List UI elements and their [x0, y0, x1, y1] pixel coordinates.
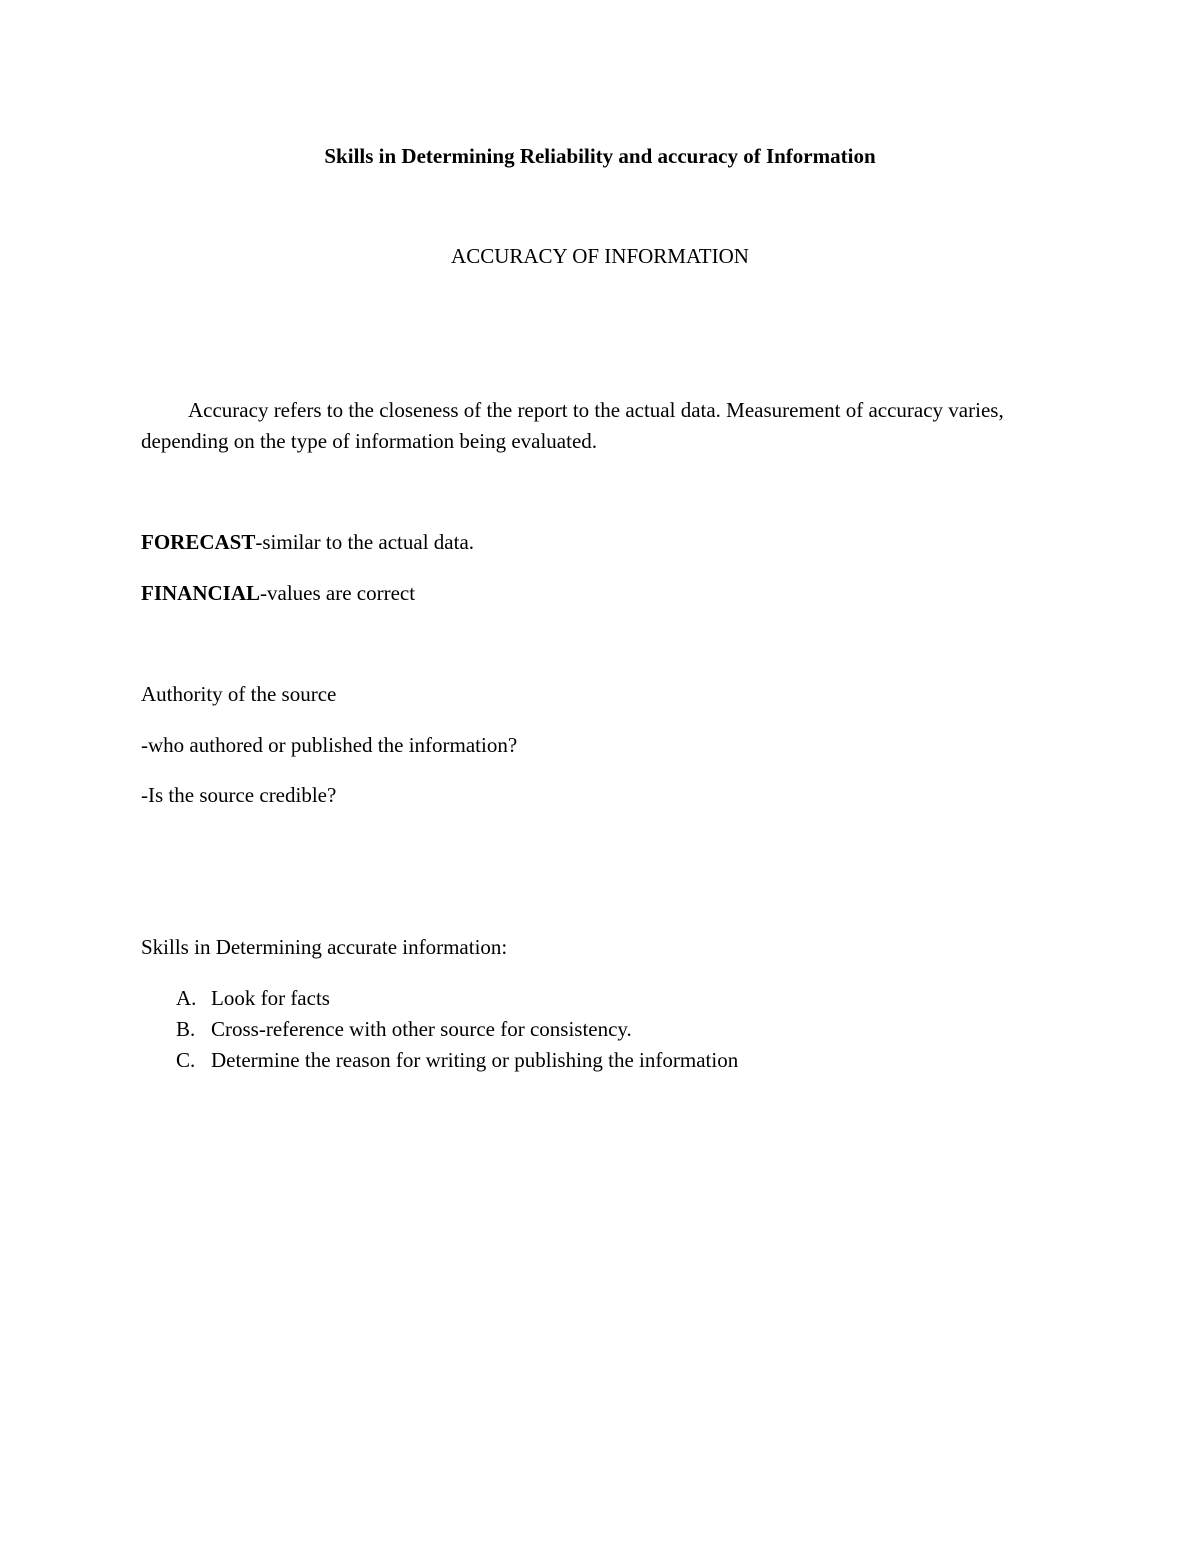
authority-heading: Authority of the source: [141, 682, 337, 706]
section-heading: ACCURACY OF INFORMATION: [451, 244, 749, 268]
accuracy-paragraph: [141, 395, 1041, 457]
authority-question: -who authored or published the information?: [141, 733, 518, 757]
skills-heading: Skills in Determining accurate information:: [141, 935, 508, 959]
skills-list: [176, 983, 738, 1076]
document-title: Skills in Determining Reliability and accuracy of Information: [324, 144, 876, 168]
definition-text: -values are correct: [260, 581, 416, 605]
list-item-text: Look for facts: [211, 986, 330, 1010]
list-item: [176, 1045, 738, 1076]
definition-term: FORECAST: [141, 530, 256, 554]
authority-question: -Is the source credible?: [141, 783, 337, 807]
definition-financial: [141, 579, 415, 607]
list-marker: B.: [176, 1017, 196, 1041]
definition-forecast: [141, 528, 474, 556]
list-marker: C.: [176, 1048, 196, 1072]
definition-text: -similar to the actual data.: [255, 530, 475, 554]
list-item: [176, 983, 738, 1014]
accuracy-paragraph-text: Accuracy refers to the closeness of the report to the actual data. Measurement of accuracy varies, depending on the type of information being evaluated.: [141, 398, 1004, 453]
list-marker: A.: [176, 986, 197, 1010]
definition-term: FINANCIAL: [141, 581, 261, 605]
list-item-text: Cross-reference with other source for consistency.: [211, 1017, 632, 1041]
list-item-text: Determine the reason for writing or publishing the information: [211, 1048, 739, 1072]
list-item: [176, 1014, 738, 1045]
